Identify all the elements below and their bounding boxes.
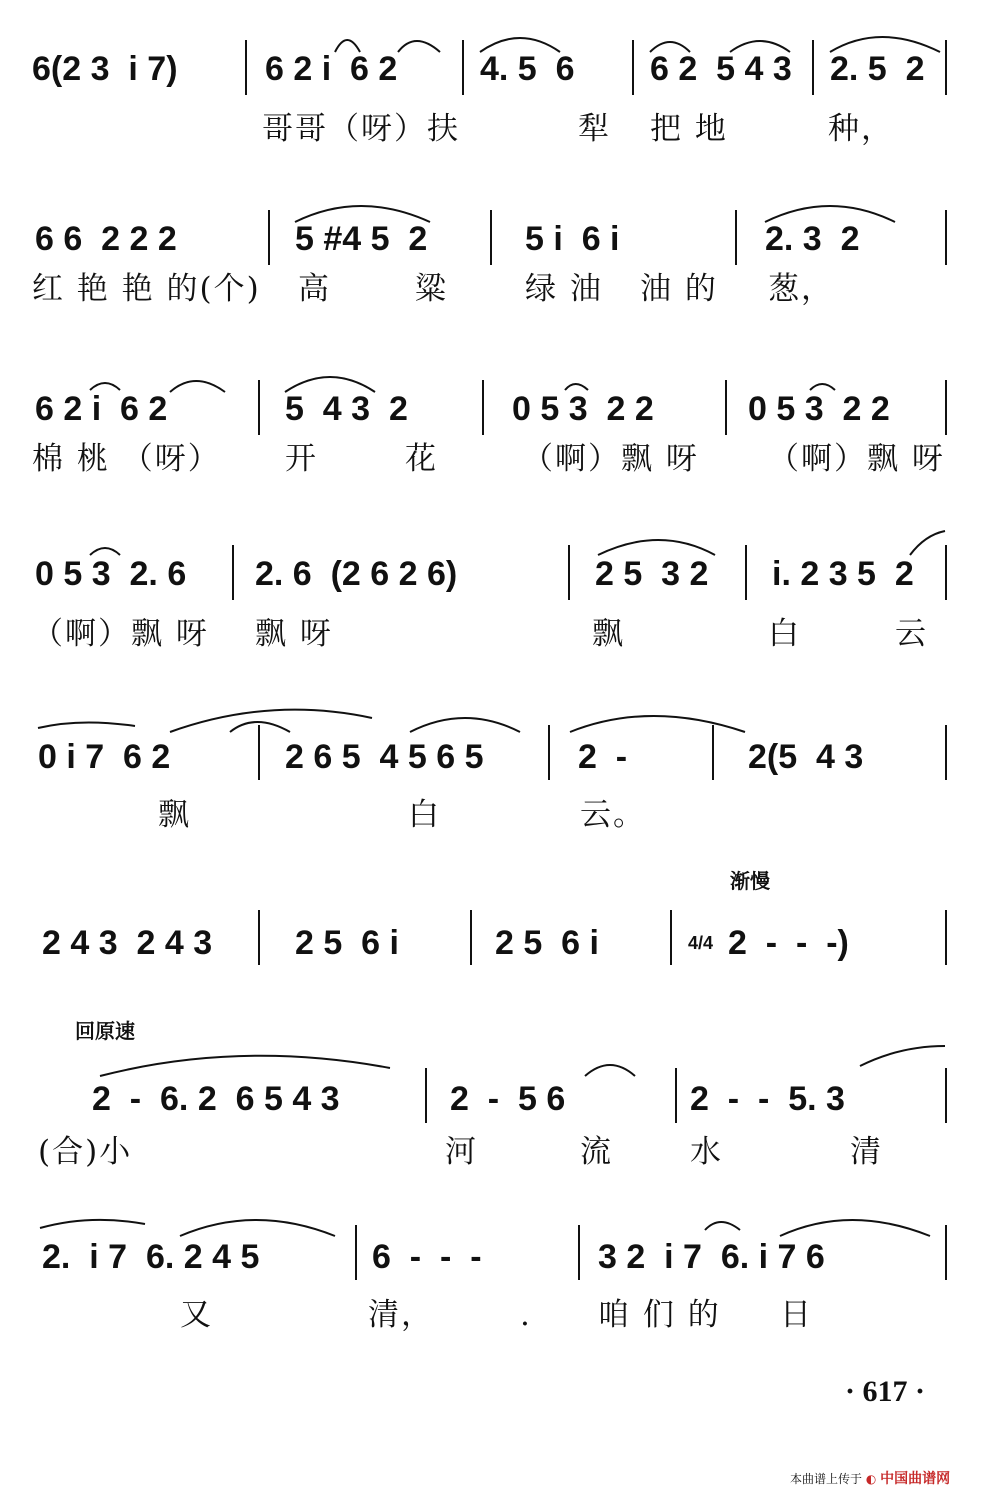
tempo-marking: 回原速 bbox=[75, 1019, 135, 1043]
barline bbox=[268, 210, 270, 265]
barline bbox=[712, 725, 714, 780]
barline bbox=[470, 910, 472, 965]
measure-2: 5 #4 5 2 bbox=[295, 220, 428, 258]
measure-2: 2 5 6 i bbox=[295, 924, 399, 962]
barline bbox=[568, 545, 570, 600]
measure-4: 0 5 3 2 2 bbox=[748, 390, 890, 428]
barline bbox=[745, 545, 747, 600]
lyric: (合)小 bbox=[38, 1134, 133, 1170]
barline bbox=[945, 1068, 947, 1123]
measure-1: 0 i 7 6 2 bbox=[38, 738, 171, 776]
measure-3: 0 5 3 2 2 bbox=[512, 390, 654, 428]
barline bbox=[675, 1068, 677, 1123]
barline bbox=[578, 1225, 580, 1280]
barline bbox=[548, 725, 550, 780]
barline bbox=[232, 545, 234, 600]
lyric: 日 bbox=[780, 1297, 813, 1333]
lyric: 把 地 bbox=[650, 111, 728, 147]
footer-site[interactable]: 中国曲谱网 bbox=[880, 1471, 951, 1487]
measure-4: 2. 3 2 bbox=[765, 220, 860, 258]
lyric: 白 bbox=[408, 797, 441, 833]
barline bbox=[258, 725, 260, 780]
measure-2: 2 - 5 6 bbox=[450, 1080, 566, 1118]
lyric: 清 bbox=[850, 1134, 883, 1170]
measure-2: 2 6 5 4 5 6 5 bbox=[285, 738, 484, 776]
measure-1: 2 4 3 2 4 3 bbox=[42, 924, 213, 962]
lyric: 飘 呀 bbox=[255, 616, 333, 652]
lyric: 粱 bbox=[415, 271, 448, 307]
footer-credit bbox=[790, 1468, 950, 1488]
lyric: 云 bbox=[895, 616, 928, 652]
site-logo-icon: ◐ bbox=[865, 1472, 877, 1486]
barline bbox=[945, 725, 947, 780]
barline bbox=[462, 40, 464, 95]
barline bbox=[425, 1068, 427, 1123]
tempo-marking: 渐慢 bbox=[730, 869, 770, 893]
barline bbox=[945, 910, 947, 965]
measure-3: 4. 5 6 bbox=[480, 50, 575, 88]
lyric: 高 bbox=[298, 271, 331, 307]
lyric: . bbox=[520, 1297, 532, 1333]
lyric: 河 bbox=[445, 1134, 478, 1170]
measure-3: 2 - - 5. 3 bbox=[690, 1080, 845, 1118]
barline bbox=[812, 40, 814, 95]
lyric: 飘 bbox=[592, 616, 625, 652]
lyric: 流 bbox=[580, 1134, 613, 1170]
barline bbox=[258, 380, 260, 435]
lyric: 花 bbox=[405, 441, 438, 477]
measure-4: 6 2 5 4 3 bbox=[650, 50, 792, 88]
lyric: （啊）飘 呀 bbox=[768, 441, 945, 477]
barline bbox=[735, 210, 737, 265]
measure-1: 6 2 i 6 2 bbox=[35, 390, 168, 428]
footer-prefix: 本曲谱上传于 bbox=[790, 1472, 863, 1486]
measure-3: 2 5 6 i bbox=[495, 924, 599, 962]
lyric: 白 bbox=[768, 616, 801, 652]
measure-2: 6 - - - bbox=[372, 1238, 482, 1276]
barline bbox=[945, 380, 947, 435]
measure-4: 2 - - -) bbox=[728, 924, 849, 962]
measure-5: 2. 5 2 bbox=[830, 50, 925, 88]
lyric: 清， bbox=[368, 1297, 434, 1333]
barline bbox=[945, 545, 947, 600]
measure-4: 2(5 4 3 bbox=[748, 738, 864, 776]
barline bbox=[258, 910, 260, 965]
barline bbox=[945, 1225, 947, 1280]
lyric: 开 bbox=[285, 441, 318, 477]
measure-1: 2 - 6. 2 6 5 4 3 bbox=[92, 1080, 340, 1118]
barline bbox=[632, 40, 634, 95]
measure-3: 2 5 3 2 bbox=[595, 555, 709, 593]
measure-2: 6 2 i 6 2 bbox=[265, 50, 398, 88]
measure-3: 2 - bbox=[578, 738, 628, 776]
lyric: 棉 桃 （呀） bbox=[32, 441, 221, 477]
measure-1: 2. i 7 6. 2 4 5 bbox=[42, 1238, 260, 1276]
measure-2: 5 4 3 2 bbox=[285, 390, 408, 428]
measure-3: 3 2 i 7 6. i 7 6 bbox=[598, 1238, 825, 1276]
measure-4: i. 2 3 5 2 bbox=[772, 555, 914, 593]
lyric: 哥哥（呀）扶 bbox=[262, 111, 460, 147]
barline bbox=[945, 210, 947, 265]
lyric: （啊）飘 呀 bbox=[32, 616, 209, 652]
lyric: 水 bbox=[690, 1134, 723, 1170]
lyric: 云。 bbox=[580, 797, 646, 833]
barline bbox=[725, 380, 727, 435]
measure-1: 6 6 2 2 2 bbox=[35, 220, 177, 258]
lyric: 种， bbox=[828, 111, 894, 147]
measure-1: 0 5 3 2. 6 bbox=[35, 555, 187, 593]
lyric: 葱， bbox=[768, 271, 834, 307]
barline bbox=[245, 40, 247, 95]
barline bbox=[490, 210, 492, 265]
measure-3: 5 i 6 i bbox=[525, 220, 620, 258]
measure-2: 2. 6 (2 6 2 6) bbox=[255, 555, 458, 593]
lyric: 又 bbox=[180, 1297, 213, 1333]
barline bbox=[355, 1225, 357, 1280]
lyric: 油 的 bbox=[640, 271, 718, 307]
barline bbox=[945, 40, 947, 95]
lyric: （啊）飘 呀 bbox=[522, 441, 699, 477]
page-number: · 617 · bbox=[845, 1375, 926, 1408]
lyric: 绿 油 bbox=[525, 271, 603, 307]
measure-1: 6(2 3 i 7) bbox=[32, 50, 178, 88]
lyric: 咱 们 的 bbox=[598, 1297, 721, 1333]
lyric: 飘 bbox=[158, 797, 191, 833]
lyric: 红 艳 艳 的(个) bbox=[32, 271, 261, 307]
time-signature: 4/4 bbox=[688, 933, 714, 953]
barline bbox=[482, 380, 484, 435]
barline bbox=[670, 910, 672, 965]
lyric: 犁 bbox=[578, 111, 611, 147]
